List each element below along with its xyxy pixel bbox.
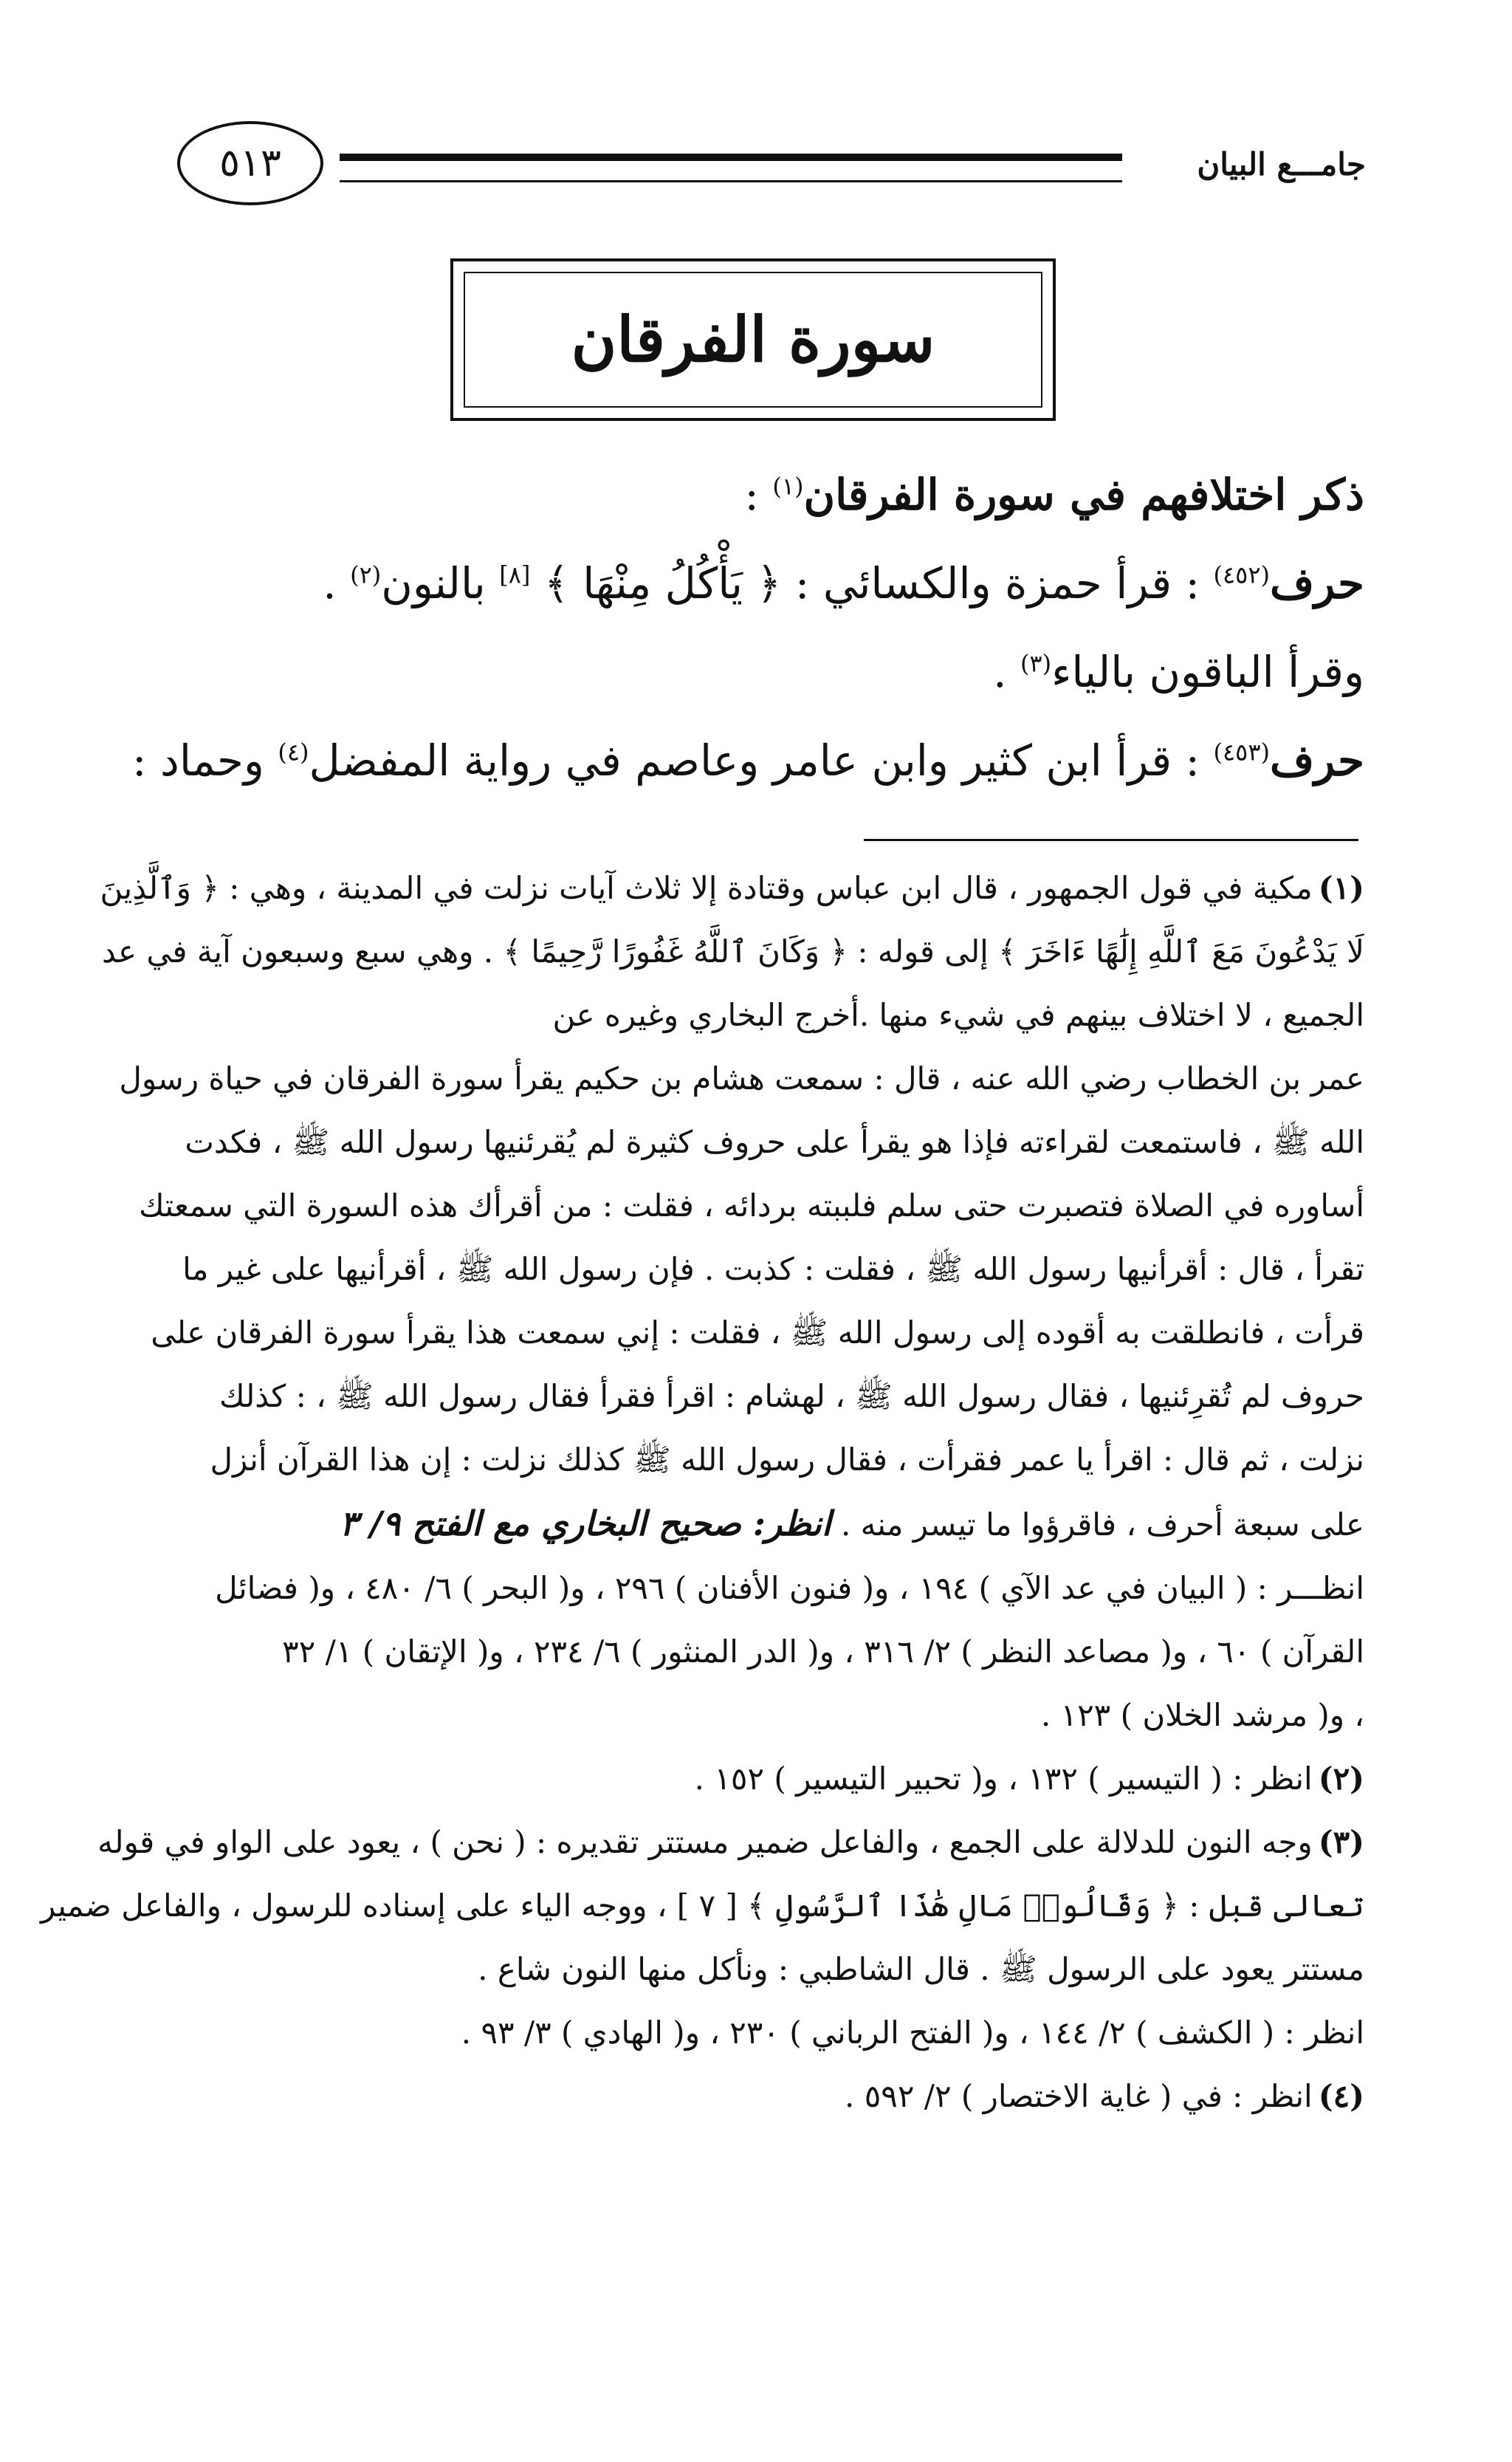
footnote-line bbox=[154, 1428, 1364, 1492]
surah-title-box bbox=[450, 258, 1056, 421]
footnote-line bbox=[154, 1620, 1364, 1684]
footnote-text: عمر بن الخطاب رضي الله عنه ، قال : سمعت هشام بن حكيم يقرأ سورة الفرقان في حياة رسول bbox=[119, 1060, 1364, 1097]
section-heading bbox=[154, 450, 1364, 539]
book-title: جامـــع البيان bbox=[1197, 146, 1366, 182]
footnote-line bbox=[154, 1747, 1364, 1811]
footnote-text: وجه النون للدلالة على الجمع ، والفاعل ضمير مستتر تقديره : ( نحن ) ، يعود على الواو في قوله bbox=[97, 1824, 1313, 1860]
reading-item-452 bbox=[154, 539, 1364, 628]
footnote-text: تعالى قبل : ﴿ وَقَالُوا۟ مَالِ هَٰذَا ٱلرَّسُولِ ﴾ [ ٧ ] ، ووجه الياء على إسناده للرسول ، والفاعل ضمير bbox=[41, 1887, 1364, 1924]
item-tail: وحماد : bbox=[132, 735, 264, 786]
footnote-ref-4: (٤) bbox=[278, 738, 309, 767]
footnote-line bbox=[97, 1811, 1364, 1874]
footnote-line bbox=[154, 1938, 1364, 2001]
footnote-text: قرأت ، فانطلقت به أقوده إلى رسول الله ﷺ ، فقلت : إني سمعت هذا يقرأ سورة الفرقان على bbox=[151, 1314, 1364, 1351]
handwritten-reference: انظر: صحيح البخاري مع الفتح ٩/ ٣ bbox=[339, 1503, 831, 1543]
footnote-text: على سبعة أحرف ، فاقرؤوا ما تيسر منه . bbox=[840, 1506, 1364, 1543]
heading-text: ذكر اختلافهم في سورة الفرقان bbox=[803, 470, 1364, 520]
footnote-text: انظر : ( التيسير ) ١٣٢ ، و( تحبير التيسير ) ١٥٢ . bbox=[694, 1760, 1313, 1797]
item-text: : قرأ ابن كثير وابن عامر وعاصم في رواية المفضل bbox=[309, 735, 1200, 786]
footnote-text: انظر : في ( غاية الاختصار ) ٢/ ٥٩٢ . bbox=[845, 2078, 1313, 2114]
footnote-text: مكية في قول الجمهور ، قال ابن عباس وقتادة إلا ثلاث آيات نزلت في المدينة ، وهي : ﴿ وَٱلَّذِينَ bbox=[100, 870, 1313, 906]
footnote-number: (٣) bbox=[1318, 1824, 1364, 1860]
footnote-text: لَا يَدْعُونَ مَعَ ٱللَّهِ إِلَٰهًا ءَاخَرَ ﴾ إلى قوله : ﴿ وَكَانَ ٱللَّهُ غَفُورًا رَّحِيمًا ﴾ . وهي سبع وسبعون آية في عد bbox=[101, 933, 1364, 970]
footnote-line bbox=[154, 1111, 1364, 1174]
item-number: (٤٥٢) bbox=[1213, 560, 1271, 589]
footnote-text: انظـــر : ( البيان في عد الآي ) ١٩٤ ، و( فنون الأفنان ) ٢٩٦ ، و( البحر ) ٦/ ٤٨٠ ، و( فضائل bbox=[215, 1570, 1364, 1606]
item-end: . bbox=[323, 558, 337, 608]
footnote-line bbox=[41, 1874, 1364, 1938]
footnote-text: ، و( مرشد الخلان ) ١٢٣ . bbox=[1040, 1697, 1364, 1733]
footnote-line bbox=[151, 1301, 1364, 1365]
footnote-ref-2: (٢) bbox=[350, 560, 382, 589]
footnote-number: (٢) bbox=[1318, 1760, 1364, 1797]
running-header bbox=[140, 118, 1366, 207]
footnote-line bbox=[138, 1174, 1364, 1238]
footnote-text: مستتر يعود على الرسول ﷺ . قال الشاطبي : ونأكل منها النون شاع . bbox=[478, 1951, 1364, 1987]
footnote-text: أساوره في الصلاة فتصبرت حتى سلم فلببته بردائه ، فقلت : من أقرأك هذه السورة التي سمعتك bbox=[138, 1187, 1364, 1224]
item-number: (٤٥٣) bbox=[1213, 738, 1271, 767]
footnote-number: (٤) bbox=[1318, 2078, 1364, 2114]
item-tail: بالنون bbox=[381, 558, 486, 608]
footnote-text: حروف لم تُقرِئنيها ، فقال رسول الله ﷺ ، لهشام : اقرأ فقرأ فقال رسول الله ﷺ ، : كذلك bbox=[219, 1378, 1364, 1414]
item-label: حرف bbox=[1270, 735, 1364, 786]
footnote-text: الله ﷺ ، فاستمعت لقراءته فإذا هو يقرأ على حروف كثيرة لم يُقرئنيها رسول الله ﷺ ، فكدت bbox=[185, 1124, 1364, 1160]
footnote-text: انظر : ( الكشف ) ٢/ ١٤٤ ، و( الفتح الرباني ) ٢٣٠ ، و( الهادي ) ٣/ ٩٣ . bbox=[461, 2014, 1364, 2051]
footnote-text: الجميع ، لا اختلاف بينهم في شيء منها .أخرج البخاري وغيره عن bbox=[552, 997, 1364, 1033]
header-rule bbox=[340, 154, 1122, 182]
reading-item-453 bbox=[132, 716, 1364, 805]
footnote-divider bbox=[864, 839, 1358, 841]
footnote-line bbox=[154, 2001, 1364, 2065]
surah-title: سورة الفرقان bbox=[464, 272, 1042, 408]
footnote-ref-1: (١) bbox=[772, 472, 804, 501]
main-text bbox=[132, 450, 1364, 805]
footnote-line bbox=[100, 857, 1364, 920]
footnote-ref-3: (٣) bbox=[1020, 649, 1052, 678]
item-label: حرف bbox=[1270, 558, 1364, 608]
heading-end: : bbox=[744, 470, 759, 520]
footnote-text: تقرأ ، قال : أقرأنيها رسول الله ﷺ ، فقلت : كذبت . فإن رسول الله ﷺ ، أقرأنيها على غير ما bbox=[182, 1251, 1364, 1287]
footnote-line bbox=[154, 984, 1364, 1047]
footnote-text: القرآن ) ٦٠ ، و( مصاعد النظر ) ٢/ ٣١٦ ، و( الدر المنثور ) ٦/ ٢٣٤ ، و( الإتقان ) ١/ ٣٢ bbox=[282, 1633, 1364, 1670]
footnote-line bbox=[154, 1238, 1364, 1301]
footnote-line bbox=[154, 1365, 1364, 1428]
reading-others bbox=[154, 628, 1364, 716]
footnote-line bbox=[101, 920, 1364, 984]
quran-quote: ﴿ يَأْكُلُ مِنْهَا ﴾ bbox=[543, 558, 782, 608]
footnote-number: (١) bbox=[1318, 870, 1364, 906]
verse-ref: [٨] bbox=[499, 560, 531, 589]
footnote-line bbox=[154, 1492, 1364, 1557]
footnote-line bbox=[154, 1684, 1364, 1747]
others-text: وقرأ الباقون بالياء bbox=[1051, 647, 1364, 697]
item-text: : قرأ حمزة والكسائي : bbox=[794, 558, 1200, 608]
footnotes bbox=[41, 857, 1364, 2128]
others-end: . bbox=[993, 647, 1007, 697]
footnote-text: نزلت ، ثم قال : اقرأ يا عمر فقرأت ، فقال رسول الله ﷺ كذلك نزلت : إن هذا القرآن أنزل bbox=[210, 1441, 1364, 1478]
footnote-line bbox=[119, 1047, 1364, 1111]
footnote-line bbox=[154, 1557, 1364, 1620]
footnote-line bbox=[154, 2065, 1364, 2128]
page-number: ٥١٣ bbox=[177, 121, 323, 205]
